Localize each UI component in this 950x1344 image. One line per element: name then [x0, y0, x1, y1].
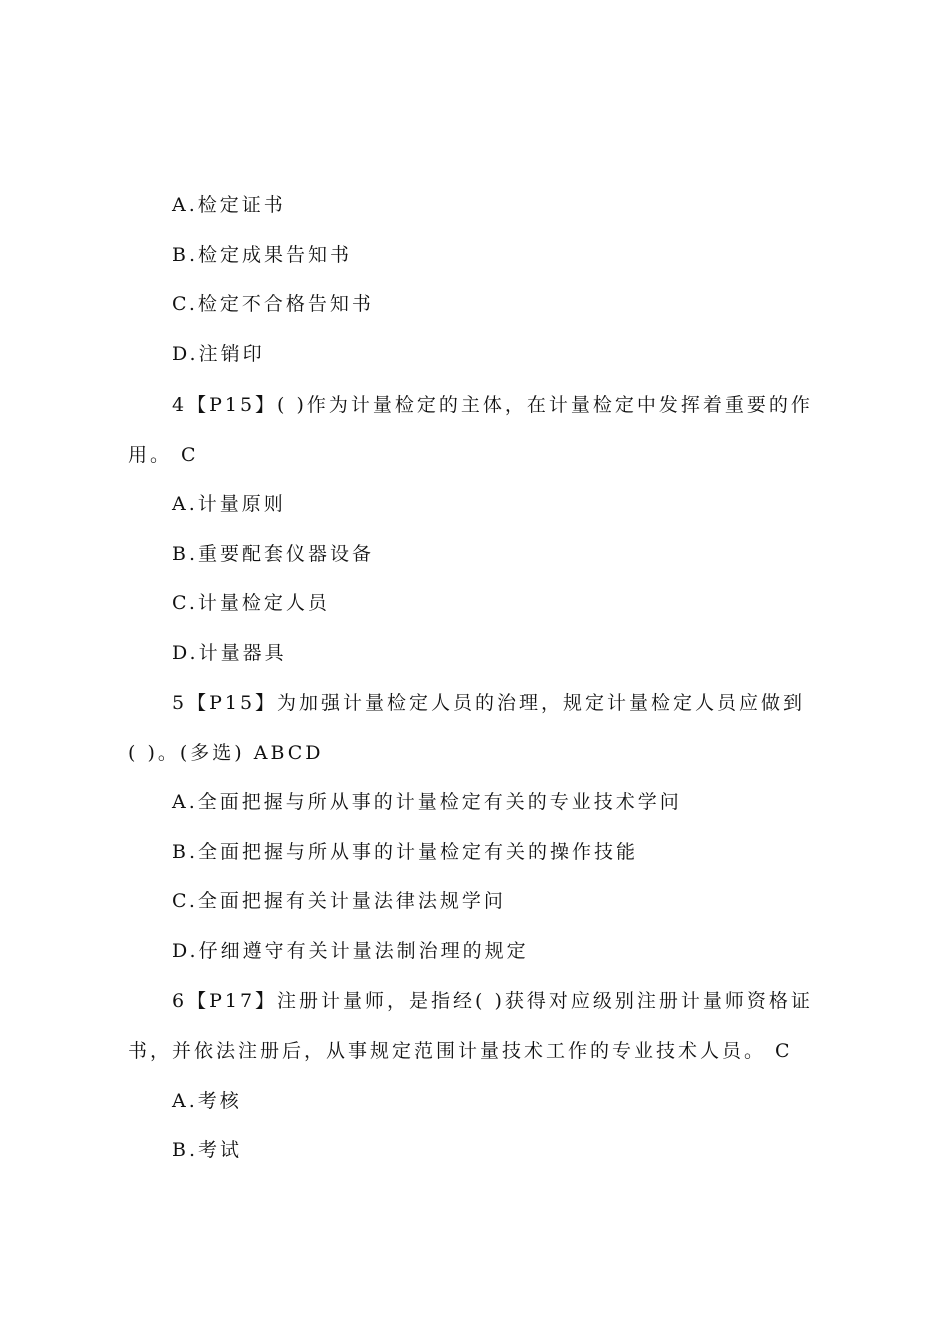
option-c-line: C.全面把握有关计量法律法规学问 — [172, 890, 506, 912]
option-b-line: B.重要配套仪器设备 — [172, 543, 375, 565]
question-4-text: 4【P15】( )作为计量检定的主体，在计量检定中发挥着重要的作 — [172, 394, 813, 416]
option-b-line: B.全面把握与所从事的计量检定有关的操作技能 — [172, 841, 639, 863]
question-5-text: 5【P15】为加强计量检定人员的治理，规定计量检定人员应做到 — [172, 692, 806, 714]
option-a-line: A.计量原则 — [172, 493, 286, 515]
question-6-text: 6【P17】注册计量师，是指经( )获得对应级别注册计量师资格证 — [172, 990, 813, 1012]
option-b-line: B.检定成果告知书 — [172, 244, 353, 266]
option-c-line: C.检定不合格告知书 — [172, 293, 374, 315]
option-a-line: A.考核 — [172, 1090, 242, 1112]
option-d-line: D.仔细遵守有关计量法制治理的规定 — [172, 940, 529, 962]
option-d-line: D.计量器具 — [172, 642, 287, 664]
question-6-text-continued: 书，并依法注册后，从事规定范围计量技术工作的专业技术人员。 C — [128, 1040, 793, 1062]
option-a-line: A.全面把握与所从事的计量检定有关的专业技术学问 — [172, 791, 682, 813]
option-a-line: A.检定证书 — [172, 194, 286, 216]
option-c-line: C.计量检定人员 — [172, 592, 330, 614]
option-b-line: B.考试 — [172, 1139, 243, 1161]
question-4-text-continued: 用。 C — [128, 444, 199, 466]
question-5-text-continued: ( )。(多选) ABCD — [128, 742, 324, 764]
option-d-line: D.注销印 — [172, 343, 265, 365]
